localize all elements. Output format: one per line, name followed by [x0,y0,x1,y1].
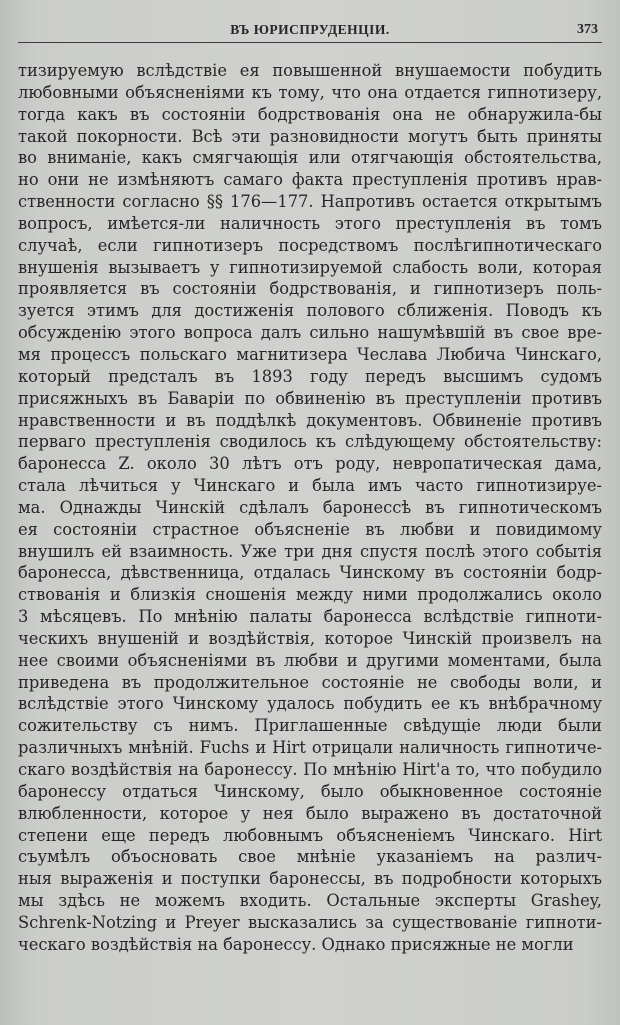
text-line: мя процессъ польскаго магнитизера Чеслава Любича Чинскаго, [18,344,602,364]
text-line: ея состояніи страстное объясненіе въ любви и повидимому [18,519,602,539]
text-line: баронессу отдаться Чинскому, было обыкновенное состояніе [18,781,602,801]
text-line: такой покорности. Всѣ эти разновидности могутъ быть приняты [18,126,602,146]
text-line: ческаго воздѣйствія на баронессу. Однако присяжные не могли [18,934,574,954]
text-line: обсужденію этого вопроса далъ сильно нашумѣвшій въ свое вре- [18,323,602,343]
text-line: внушенія вызываетъ у гипнотизируемой слабость воли, которая [18,257,602,277]
running-title: ВЪ ЮРИСПРУДЕНЦІИ. [230,22,390,37]
text-line: ческихъ внушеній и воздѣйствія, которое Чинскій произвелъ на [18,628,602,648]
text-line: съумѣлъ объосновать свое мнѣніе указаніемъ на различ- [18,847,602,867]
text-line: нравственности и въ поддѣлкѣ документовъ. Обвиненіе противъ [18,410,602,430]
body-text [18,60,602,956]
text-line: скаго воздѣйствія на баронессу. По мнѣнію Hirt'а то, что побудило [18,760,602,779]
text-line: тизируемую вслѣдствіе ея повышенной внушаемости побудить [18,61,602,80]
text-line: случаѣ, если гипнотизеръ посредствомъ послѣгипнотическаго [18,235,602,255]
text-line: влюбленности, которое у нея было выражено въ достаточной [18,803,602,823]
text-line: который предсталъ въ 1893 году передъ высшимъ судомъ [18,366,602,386]
text-line: вопросъ, имѣется-ли наличность этого преступленія въ томъ [18,213,602,233]
text-line: баронесса Z. около 30 лѣтъ отъ роду, невропатическая дама, [18,454,602,474]
text-line: но они не измѣняютъ самаго факта преступленія противъ нрав- [18,170,602,190]
text-line: во вниманіе, какъ смягчающія или отягчающія обстоятельства, [18,148,602,168]
text-line: нее своими объясненіями въ любви и другими моментами, была [18,650,602,670]
text-line: тогда какъ въ состояніи бодрствованія она не обнаружила-бы [18,104,602,124]
text-line: ственности согласно §§ 176—177. Напротивъ остается открытымъ [18,192,602,212]
text-line: мы здѣсь не можемъ входить. Остальные эксперты Grashey, [18,891,602,911]
text-line: вслѣдствіе этого Чинскому удалось побудить ее къ внѣбрачному [18,694,602,714]
text-line: ма. Однажды Чинскій сдѣлалъ баронессѣ въ гипнотическомъ [18,497,602,517]
text-line: стала лѣчиться у Чинскаго и была имъ часто гипнотизируе- [18,476,602,496]
header-rule [18,42,602,43]
text-line: ствованія и близкія сношенія между ними продолжались около [18,585,602,605]
text-line: баронесса, дѣвственница, отдалась Чинскому въ состояніи бодр- [18,563,602,583]
text-line: Schrenk-Notzing и Preyer высказались за существованіе гипноти- [18,912,602,932]
page-header [18,22,602,42]
text-line: сожительству съ нимъ. Приглашенные свѣдущіе люди были [18,716,602,736]
text-line: различныхъ мнѣній. Fuchs и Hirt отрицали наличность гипнотиче- [18,738,602,758]
text-line: любовными объясненіями къ тому, что она отдается гипнотизеру, [18,82,602,102]
text-line: приведена въ продолжительное состояніе не свободы воли, и [18,672,602,692]
text-line: перваго преступленія сводилось къ слѣдующему обстоятельству: [18,432,602,452]
text-line: присяжныхъ въ Баваріи по обвиненію въ преступленіи противъ [18,388,602,408]
text-line: проявляется въ состояніи бодрствованія, и гипнотизеръ поль- [18,279,602,299]
text-line: зуется этимъ для достиженія полового сближенія. Поводъ къ [18,301,602,321]
text-line: ныя выраженія и поступки баронессы, въ подробности которыхъ [18,869,602,889]
text-line: 3 мѣсяцевъ. По мнѣнію палаты баронесса вслѣдствіе гипноти- [18,607,602,627]
text-line: внушилъ ей взаимность. Уже три дня спустя послѣ этого событія [18,541,602,561]
text-line: степени еще передъ любовнымъ объясненіемъ Чинскаго. Hirt [18,825,602,845]
page-number: 373 [577,22,598,37]
